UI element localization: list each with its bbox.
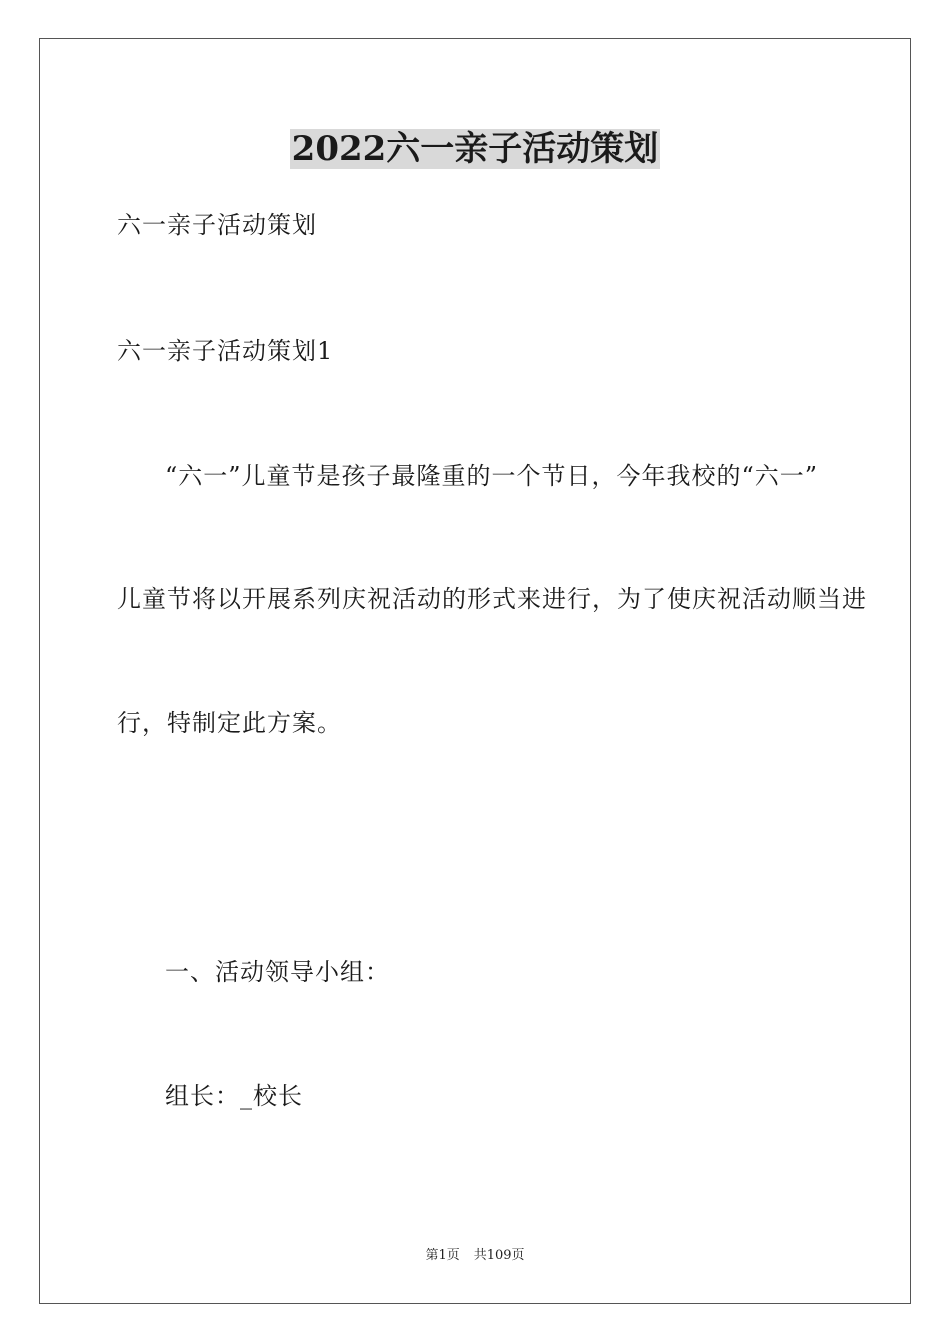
document-title [0, 127, 950, 171]
subtitle-line: 六一亲子活动策划 [117, 211, 317, 239]
page-number: 第1页 [425, 1248, 460, 1263]
paragraph-line-2: 儿童节将以开展系列庆祝活动的形式来进行，为了使庆祝活动顺当进 [117, 585, 867, 613]
paragraph-line-3: 行，特制定此方案。 [117, 709, 342, 737]
section-heading: 六一亲子活动策划1 [117, 337, 334, 365]
list-item: 组长：_校长 [165, 1082, 303, 1110]
document-title-text: 2022六一亲子活动策划 [291, 129, 659, 169]
paragraph-line-1: “六一”儿童节是孩子最隆重的一个节日，今年我校的“六一” [165, 462, 819, 490]
page-total: 共109页 [473, 1248, 525, 1263]
page-footer [0, 1247, 950, 1265]
list-heading: 一、活动领导小组： [165, 958, 390, 986]
